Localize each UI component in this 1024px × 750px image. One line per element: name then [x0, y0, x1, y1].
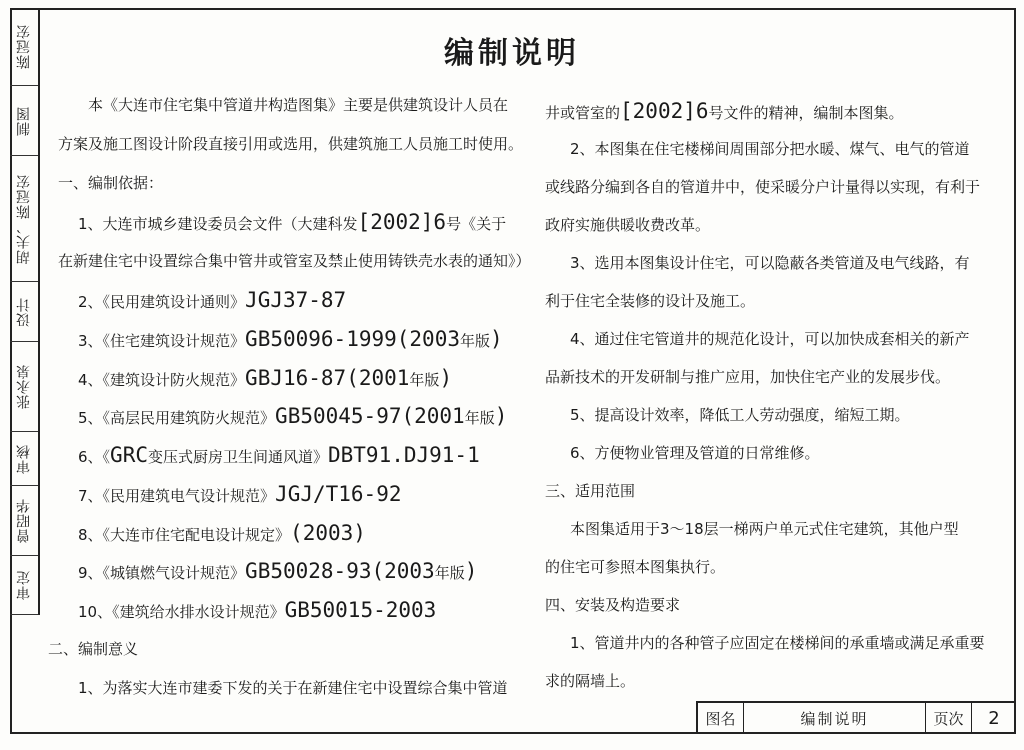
text-segment: 三、适用范围	[545, 482, 636, 500]
text-segment: 四、安装及构造要求	[545, 596, 681, 614]
standard-code: GB50015-2003	[284, 598, 437, 622]
standard-code: )	[464, 559, 478, 583]
title-block-page: 2	[988, 708, 1000, 729]
standard-code: JGJ/T16-92	[275, 482, 402, 506]
text-line	[545, 481, 635, 501]
text-segment: 5、提高设计效率，降低工人劳动强度，缩短工期。	[570, 406, 910, 424]
standard-code: DBT91.DJ91-1	[328, 443, 480, 467]
standard-code: JGJ37-87	[245, 288, 347, 312]
text-segment: 年版	[464, 409, 495, 427]
text-segment: 7、《民用建筑电气设计规范》	[78, 487, 276, 505]
text-line	[545, 101, 904, 123]
text-line	[48, 639, 138, 659]
text-segment: 6、《	[78, 448, 111, 466]
text-segment: 变压式厨房卫生间通风道》	[147, 448, 328, 466]
text-segment: 或线路分编到各自的管道井中，使采暖分户计量得以实现，有利于	[545, 178, 981, 196]
text-segment: 一、编制依据：	[58, 174, 164, 192]
standard-code: [2002]6	[620, 99, 709, 123]
text-segment: 二、编制意义	[48, 640, 139, 658]
sidebar-cell	[10, 342, 38, 432]
text-segment: 井或管室的	[545, 104, 621, 122]
text-segment: 年版	[459, 332, 490, 350]
sidebar-cell	[10, 282, 38, 342]
text-segment: 3、《住宅建筑设计规范》	[78, 332, 246, 350]
standard-code: [2002]6	[357, 210, 447, 234]
text-segment: 8、《大连市住宅配电设计规定》	[78, 526, 291, 544]
text-line	[570, 329, 970, 349]
text-line	[78, 678, 508, 698]
text-line	[78, 290, 346, 312]
text-segment: 政府实施供暖收费改革。	[545, 216, 711, 234]
standard-code: GBJ16-87(2001	[245, 366, 410, 390]
text-line	[78, 212, 506, 234]
standard-code: GB50096-1999(2003	[245, 327, 460, 351]
title-block-name-label: 图名	[698, 703, 744, 734]
sidebar-text: 审核	[16, 443, 32, 474]
standard-code: )	[490, 327, 503, 351]
text-line	[570, 405, 910, 425]
text-segment: 2、本图集在住宅楼梯间周围部分把水暖、煤气、电气的管道	[570, 140, 970, 158]
text-segment: 在新建住宅中设置综合集中管井或管室及禁止使用铸铁壳水表的通知》）	[58, 252, 531, 270]
signature-sidebar	[10, 8, 40, 615]
standard-code: GRC	[110, 443, 148, 467]
sidebar-text: 陈冠宏	[16, 24, 32, 69]
sidebar-text: 张永泉	[16, 364, 32, 409]
text-line	[545, 177, 980, 197]
sidebar-cell	[10, 486, 38, 556]
text-segment: 1、管道井内的各种管子应固定在楼梯间的承重墙或满足承重要	[570, 634, 985, 652]
text-segment: 9、《城镇燃气设计规范》	[78, 564, 246, 582]
text-segment: 号《关于	[446, 215, 507, 233]
sidebar-text: 制图	[16, 105, 32, 136]
page-title: 编制说明	[444, 36, 580, 71]
text-line	[58, 251, 531, 271]
text-segment: 4、《建筑设计防火规范》	[78, 371, 246, 389]
standard-code: GB50028-93(2003	[245, 559, 435, 583]
sidebar-text: 设计	[16, 296, 32, 327]
title-block-name: 编制说明	[744, 703, 926, 734]
sidebar-cell	[10, 432, 38, 486]
text-segment: 号文件的精神，编制本图集。	[708, 104, 904, 122]
sidebar-text: 审定	[16, 570, 32, 600]
text-segment: 本《大连市住宅集中管道井构造图集》主要是供建筑设计人员在	[88, 96, 509, 114]
text-line	[78, 406, 507, 428]
text-line	[78, 329, 503, 351]
text-segment: 年版	[409, 371, 440, 389]
text-line	[78, 523, 366, 545]
text-line	[78, 445, 480, 467]
text-segment: 的住宅可参照本图集执行。	[545, 558, 726, 576]
text-line	[58, 173, 163, 193]
standard-code: GB50045-97(2001	[275, 404, 465, 428]
text-segment: 2、《民用建筑设计通则》	[78, 293, 246, 311]
text-line	[570, 139, 970, 159]
standard-code: (2003)	[290, 521, 366, 545]
title-block-page-label: 页次	[926, 703, 972, 734]
sidebar-text: 胡夫、陈冠宏	[16, 173, 32, 264]
sidebar-cell	[10, 556, 38, 615]
standard-code: )	[494, 404, 508, 428]
text-line	[570, 253, 970, 273]
text-line	[78, 600, 436, 622]
standard-code: )	[439, 366, 453, 390]
text-line	[570, 519, 959, 539]
text-line	[545, 291, 755, 311]
text-line	[545, 557, 725, 577]
text-segment: 利于住宅全装修的设计及施工。	[545, 292, 756, 310]
sidebar-text: 曾昭华	[16, 498, 32, 543]
text-segment: 方案及施工图设计阶段直接引用或选用，供建筑施工人员施工时使用。	[58, 135, 524, 153]
text-line	[78, 561, 477, 583]
text-line	[545, 215, 710, 235]
text-line	[545, 671, 635, 691]
sidebar-cell	[10, 86, 38, 156]
text-segment: 求的隔墙上。	[545, 672, 636, 690]
text-line	[88, 95, 508, 115]
text-line	[58, 134, 523, 154]
text-segment: 3、选用本图集设计住宅，可以隐蔽各类管道及电气线路，有	[570, 254, 970, 272]
text-segment: 本图集适用于3～18层一梯两户单元式住宅建筑，其他户型	[570, 520, 959, 538]
text-line	[545, 595, 680, 615]
text-segment: 10、《建筑给水排水设计规范》	[78, 603, 285, 621]
text-segment: 1、大连市城乡建设委员会文件（大建科发	[78, 215, 358, 233]
text-segment: 5、《高层民用建筑防火规范》	[78, 409, 276, 427]
text-line	[78, 368, 452, 390]
text-segment: 4、通过住宅管道井的规范化设计，可以加快成套相关的新产	[570, 330, 970, 348]
text-line	[570, 443, 820, 463]
text-segment: 年版	[434, 564, 465, 582]
text-line	[78, 484, 401, 506]
sidebar-cell	[10, 156, 38, 282]
title-block	[696, 701, 1016, 734]
text-segment: 1、为落实大连市建委下发的关于在新建住宅中设置综合集中管道	[78, 679, 508, 697]
text-segment: 品新技术的开发研制与推广应用，加快住宅产业的发展步伐。	[545, 368, 951, 386]
text-line	[570, 633, 985, 653]
text-segment: 6、方便物业管理及管道的日常维修。	[570, 444, 820, 462]
text-line	[545, 367, 950, 387]
